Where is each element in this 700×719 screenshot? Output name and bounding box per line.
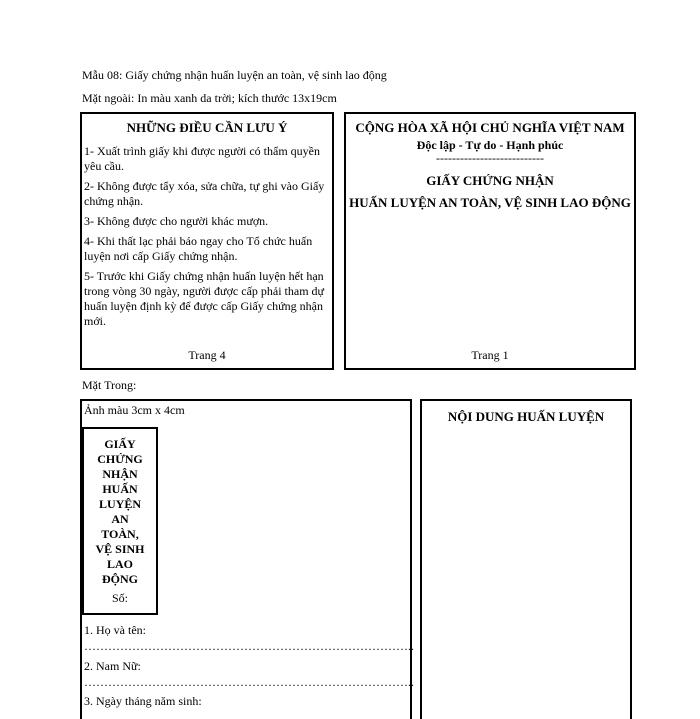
card-line: TOÀN, bbox=[101, 527, 139, 541]
note-item-1: 1- Xuất trình giấy khi được người có thẩm quyền yêu cầu. bbox=[84, 144, 320, 173]
note-item-3: 3- Không được cho người khác mượn. bbox=[84, 214, 269, 228]
page4-notes bbox=[82, 136, 332, 329]
inside-left-panel bbox=[80, 399, 412, 719]
photo-card bbox=[82, 427, 158, 615]
card-line: GIẤY bbox=[104, 437, 136, 451]
field-dob-label: 3. Ngày tháng năm sinh: bbox=[84, 694, 202, 708]
card-line: LAO bbox=[106, 557, 133, 571]
outside-label: Mặt ngoài: In màu xanh da trời; kích thước 13x19cm bbox=[82, 91, 337, 105]
card-line: NHẬN bbox=[102, 467, 138, 481]
separator: --------------------------- bbox=[436, 151, 544, 165]
note-item-4: 4- Khi thất lạc phải báo ngay cho Tổ chức huấn luyện nơi cấp Giấy chứng nhận. bbox=[84, 234, 313, 263]
cert-title: GIẤY CHỨNG NHẬN bbox=[426, 173, 554, 188]
form-title: Mẫu 08: Giấy chứng nhận huấn luyện an toàn, vệ sinh lao động bbox=[82, 68, 387, 82]
field-gender-label: 2. Nam Nữ: bbox=[84, 659, 141, 673]
field-gender-dots: ……………………………………………………………………….. bbox=[84, 675, 414, 689]
inside-right-panel bbox=[420, 399, 632, 719]
card-line: VỆ SINH bbox=[95, 542, 145, 556]
number-label: Số: bbox=[111, 591, 128, 605]
field-name-dots: ……………………………………………………………………….. bbox=[84, 639, 414, 653]
card-line: ĐỘNG bbox=[102, 572, 138, 586]
card-line: HUẤN bbox=[102, 482, 138, 496]
page4-page-label: Trang 4 bbox=[188, 348, 226, 362]
field-name-label: 1. Họ và tên: bbox=[84, 623, 146, 637]
country-name: CỘNG HÒA XÃ HỘI CHỦ NGHĨA VIỆT NAM bbox=[355, 120, 625, 135]
card-line: AN bbox=[111, 512, 129, 526]
card-line: CHỨNG bbox=[97, 452, 143, 466]
motto: Độc lập - Tự do - Hạnh phúc bbox=[416, 138, 564, 152]
card-title bbox=[84, 437, 156, 587]
training-content-title: NỘI DUNG HUẤN LUYỆN bbox=[447, 409, 605, 424]
page1-panel bbox=[344, 112, 636, 370]
inside-label: Mặt Trong: bbox=[82, 378, 137, 392]
card-line: LUYỆN bbox=[98, 497, 141, 511]
page4-panel bbox=[80, 112, 334, 370]
note-item-2: 2- Không được tẩy xóa, sửa chữa, tự ghi vào Giấy chứng nhận. bbox=[84, 179, 325, 208]
photo-label: Ảnh màu 3cm x 4cm bbox=[84, 403, 185, 417]
note-item-5: 5- Trước khi Giấy chứng nhận huấn luyện hết hạn trong vòng 30 ngày, người được cấp phải tham dự huấn luyện định kỳ để được cấp Giấy chứng nhận mới. bbox=[84, 269, 325, 328]
cert-subtitle: HUẤN LUYỆN AN TOÀN, VỆ SINH LAO ĐỘNG bbox=[349, 195, 631, 210]
page4-title: NHỮNG ĐIỀU CẦN LƯU Ý bbox=[126, 120, 288, 135]
page1-page-label: Trang 1 bbox=[471, 348, 509, 362]
